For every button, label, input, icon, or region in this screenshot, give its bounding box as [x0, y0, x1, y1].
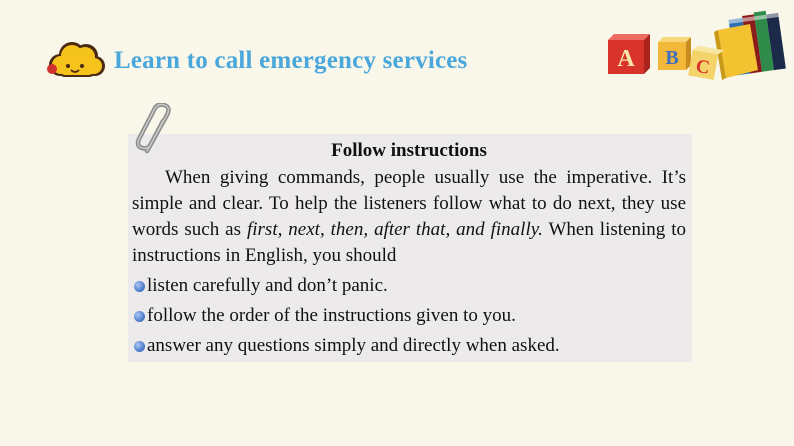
instructions-note [128, 134, 692, 362]
list-item [132, 271, 686, 301]
block-letter-a: A [617, 46, 635, 72]
note-paragraph [132, 165, 686, 269]
cloud-icon [46, 39, 106, 83]
para-text-1: When giving commands, people usually use the imperative. It’s simple and clear. To help the listeners follow what to do next, they use words such as [132, 167, 686, 240]
note-heading: Follow instructions [331, 140, 487, 161]
bullet-list [132, 271, 686, 361]
list-item [132, 301, 686, 331]
para-text-2: When listening to instructions in English, you should [132, 219, 686, 266]
title-row [46, 38, 467, 84]
bullet-text: answer any questions simply and directly when asked. [147, 335, 560, 356]
bullet-dot-icon [134, 281, 145, 292]
list-item [132, 331, 686, 361]
bullet-text: follow the order of the instructions given to you. [147, 305, 516, 326]
block-letter-c: C [694, 55, 712, 79]
para-italic-words: first, next, then, after that, and finally. [246, 219, 543, 240]
bullet-dot-icon [134, 311, 145, 322]
slide-title: Learn to call emergency services [114, 47, 468, 74]
bullet-text: listen carefully and don’t panic. [147, 275, 388, 296]
bullet-dot-icon [134, 341, 145, 352]
paperclip-icon [133, 103, 181, 159]
block-letter-b: B [665, 47, 679, 69]
abc-blocks-illustration [600, 10, 794, 90]
